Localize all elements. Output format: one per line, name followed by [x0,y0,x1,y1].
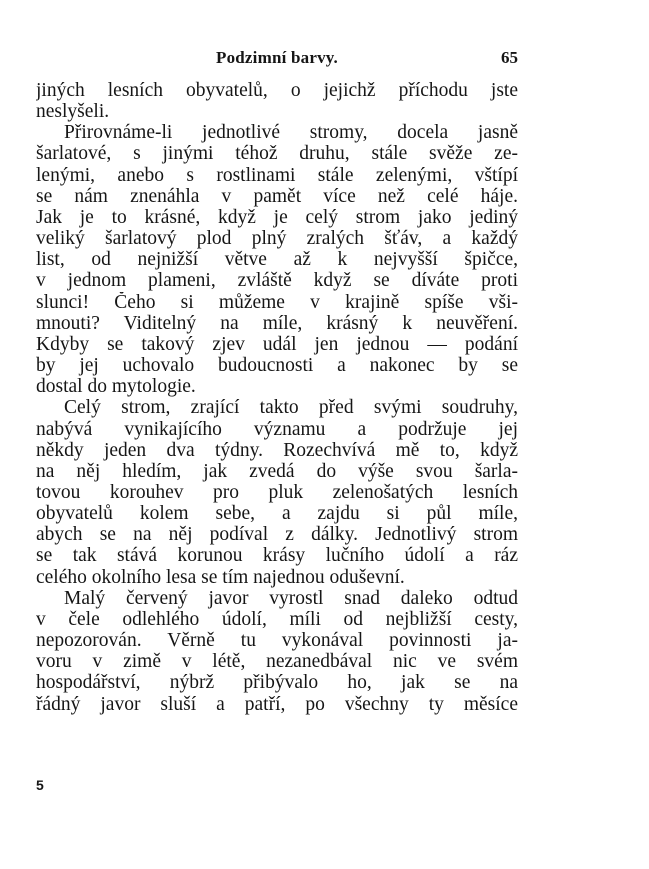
text-line: neslyšeli. [36,101,110,123]
text-line: veliký šarlatový plod plný zralých šťáv, a každý [36,228,518,250]
text-line: šarlatové, s jinými téhož druhu, stále svěže ze- [36,143,518,165]
page-number: 65 [501,48,518,67]
text-line: se nám znenáhla v pamět více než celé háje. [36,185,518,207]
text-line: v čele odlehlého údolí, míli od nejbližší cesty, [36,608,518,630]
text-line: voru v zimě v létě, nezanedbával nic ve svém [36,651,518,673]
text-line: slunci! Čeho si můžeme v krajině spíše vši- [36,291,518,313]
text-line: nabývá vynikajícího významu a podržuje jej [36,418,518,440]
text-line: nepozorován. Věrně tu vykonával povinnosti ja- [36,630,518,652]
text-line: na něj hledím, jak zvedá do výše svou šarla- [36,460,518,482]
text-line: Kdyby se takový zjev udál jen jednou — podání [36,333,518,355]
running-head [36,48,518,74]
text-line: mnouti? Viditelný na míle, krásný k neuvěření. [36,312,518,334]
text-line: Malý červený javor vyrostl snad daleko odtud [64,587,518,609]
text-line: v jednom plameni, zvláště když se díváte proti [36,270,518,292]
text-line: list, od nejnižší větve až k nejvyšší špičce, [36,249,518,271]
signature-mark: 5 [36,777,44,793]
text-line: jiných lesních obyvatelů, o jejichž příchodu jste [36,80,518,101]
body-text [36,80,518,715]
text-line: někdy jeden dva týdny. Rozechvívá mě to, když [36,439,518,461]
text-line: Přirovnáme-li jednotlivé stromy, docela jasně [64,122,518,144]
text-line: hospodářství, nýbrž přibývalo ho, jak se na [36,672,518,694]
text-line: by jej uchovalo budoucnosti a nakonec by se [36,355,518,377]
text-line: dostal do mytologie. [36,376,196,398]
text-line: řádný javor sluší a patří, po všechny ty měsíce [36,693,518,715]
running-head-title: Podzimní barvy. [215,48,338,67]
text-line: lenými, anebo s rostlinami stále zelenými, vštípí [36,164,518,186]
text-line: tovou korouhev pro pluk zelenošatých lesních [36,481,518,503]
text-line: obyvatelů kolem sebe, a zajdu si půl míle, [36,503,518,525]
text-line: Celý strom, zrající takto před svými soudruhy, [64,397,518,419]
text-line: se tak stává korunou krásy lučního údolí a ráz [36,545,518,567]
text-line: abych se na něj podíval z dálky. Jednotlivý strom [36,524,518,546]
text-line: Jak je to krásné, když je celý strom jako jediný [36,206,518,228]
text-line: celého okolního lesa se tím najednou oduševní. [36,566,405,588]
